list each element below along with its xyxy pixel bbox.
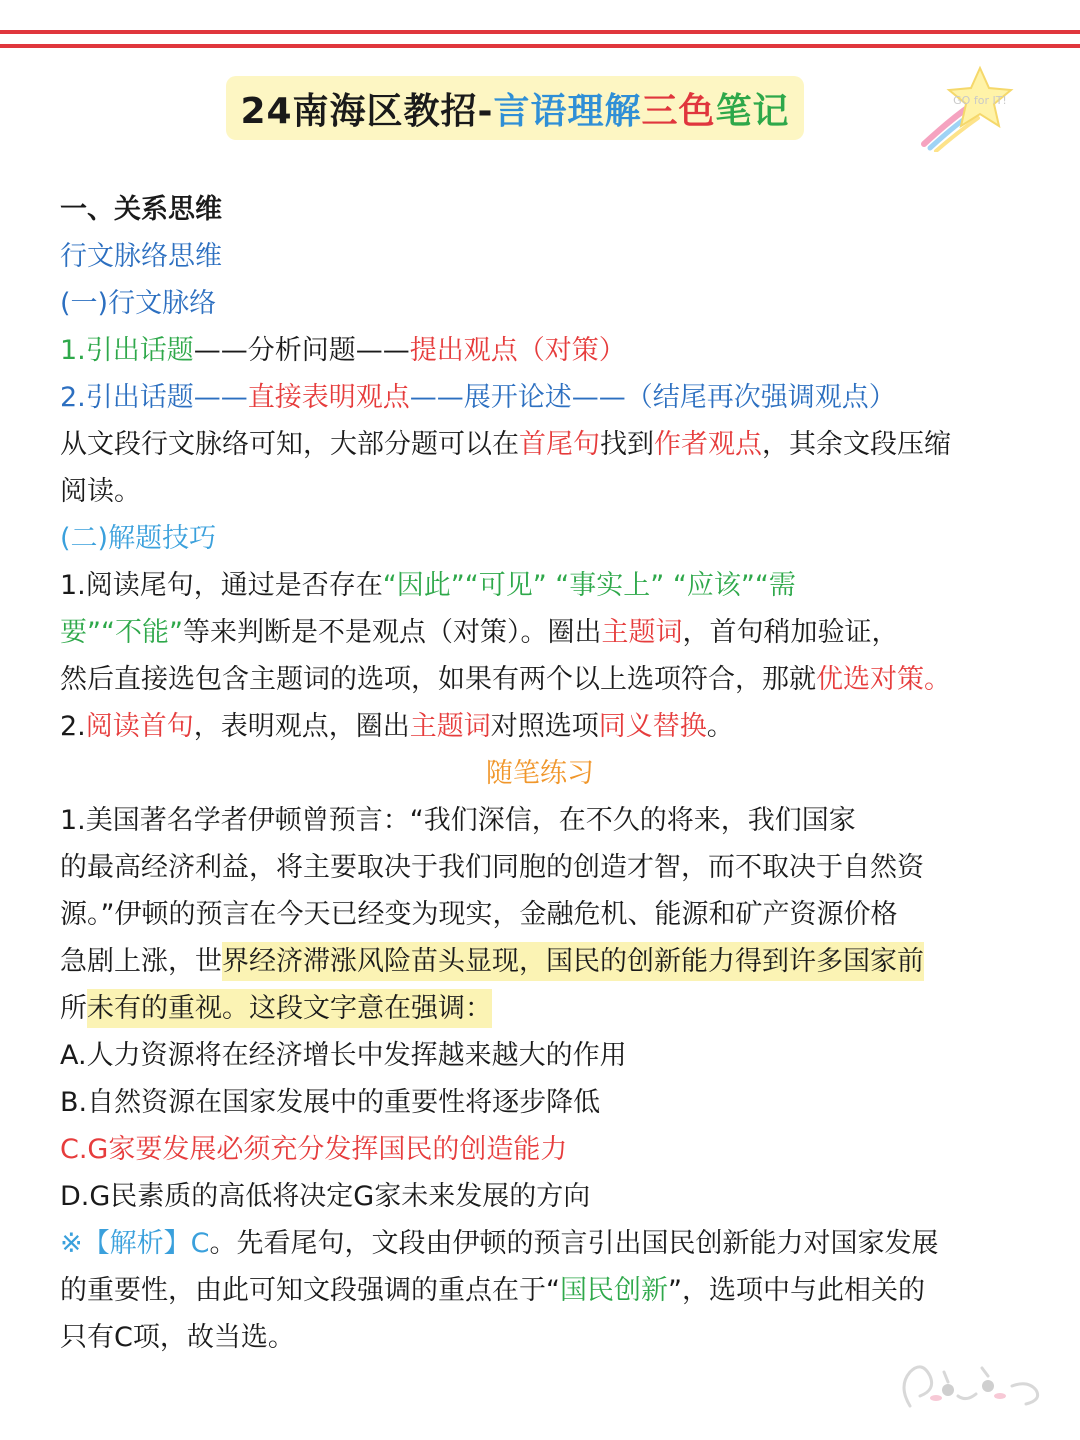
section-subheading: 行文脉络思维 [60,241,222,272]
highlighted-text-1: 界经济滞涨风险苗头显现，国民的创新能力得到许多国家前 [222,942,924,981]
sub1-point-2: 2.引出话题——直接表明观点——展开论述——（结尾再次强调观点） [60,382,896,413]
question-line-2: 的最高经济利益，将主要取决于我们同胞的创造才智，而不取决于自然资 [60,852,924,883]
sub2-point-1-line-1: 1.阅读尾句，通过是否存在“因此”“可见” “事实上” “应该”“需 [60,570,796,601]
title-part-3: 三色 [641,90,716,132]
section-heading: 一、关系思维 [60,194,222,225]
title-part-4: 笔记 [715,90,790,132]
question-line-4: 急剧上涨，世界经济滞涨风险苗头显现，国民的创新能力得到许多国家前 [60,938,1020,985]
badge-text: GO for IT! [953,94,1007,107]
note-content [60,186,1020,1361]
question-line-5: 所未有的重视。这段文字意在强调： [60,985,1020,1032]
sub2-point-1-line-3: 然后直接选包含主题词的选项，如果有两个以上选项符合，那就优选对策。 [60,664,951,695]
analysis-label: ※【解析】C [60,1228,210,1259]
question-line-3: 源。”伊顿的预言在今天已经变为现实，金融危机、能源和矿产资源价格 [60,899,898,930]
title-part-2: 言语理解 [493,90,642,132]
analysis-line-1: ※【解析】C。先看尾句，文段由伊顿的预言引出国民创新能力对国家发展 [60,1228,939,1259]
option-b: B.自然资源在国家发展中的重要性将逐步降低 [60,1087,601,1118]
cute-face-doodle-icon [896,1346,1052,1420]
sub1-point-3-cont: 阅读。 [60,476,141,507]
page-title [226,76,804,140]
sub2-point-1-line-2: 要”“不能”等来判断是不是观点（对策）。圈出主题词，首句稍加验证， [60,617,899,648]
go-for-it-star-icon [920,62,1020,152]
top-rule-1 [0,30,1080,34]
sub2-point-2: 2.阅读首句，表明观点，圈出主题词对照选项同义替换。 [60,711,734,742]
sub1-point-3: 从文段行文脉络可知，大部分题可以在首尾句找到作者观点，其余文段压缩 [60,429,951,460]
sub1-point-1: 1.引出话题——分析问题——提出观点（对策） [60,335,626,366]
question-line-1: 1.美国著名学者伊顿曾预言：“我们深信，在不久的将来，我们国家 [60,805,856,836]
sub1-title: (一)行文脉络 [60,288,217,319]
highlighted-text-2: 未有的重视。这段文字意在强调： [87,989,492,1028]
top-rule-2 [0,44,1080,48]
title-part-1: 24南海区教招- [240,90,494,132]
sub2-title: (二)解题技巧 [60,523,217,554]
option-a: A.人力资源将在经济增长中发挥越来越大的作用 [60,1040,627,1071]
practice-heading: 随笔练习 [486,758,594,789]
option-c: C.G家要发展必须充分发挥国民的创造能力 [60,1134,568,1165]
analysis-line-3: 只有C项，故当选。 [60,1322,295,1353]
option-d: D.G民素质的高低将决定G家未来发展的方向 [60,1181,591,1212]
analysis-line-2: 的重要性，由此可知文段强调的重点在于“国民创新”，选项中与此相关的 [60,1275,925,1306]
